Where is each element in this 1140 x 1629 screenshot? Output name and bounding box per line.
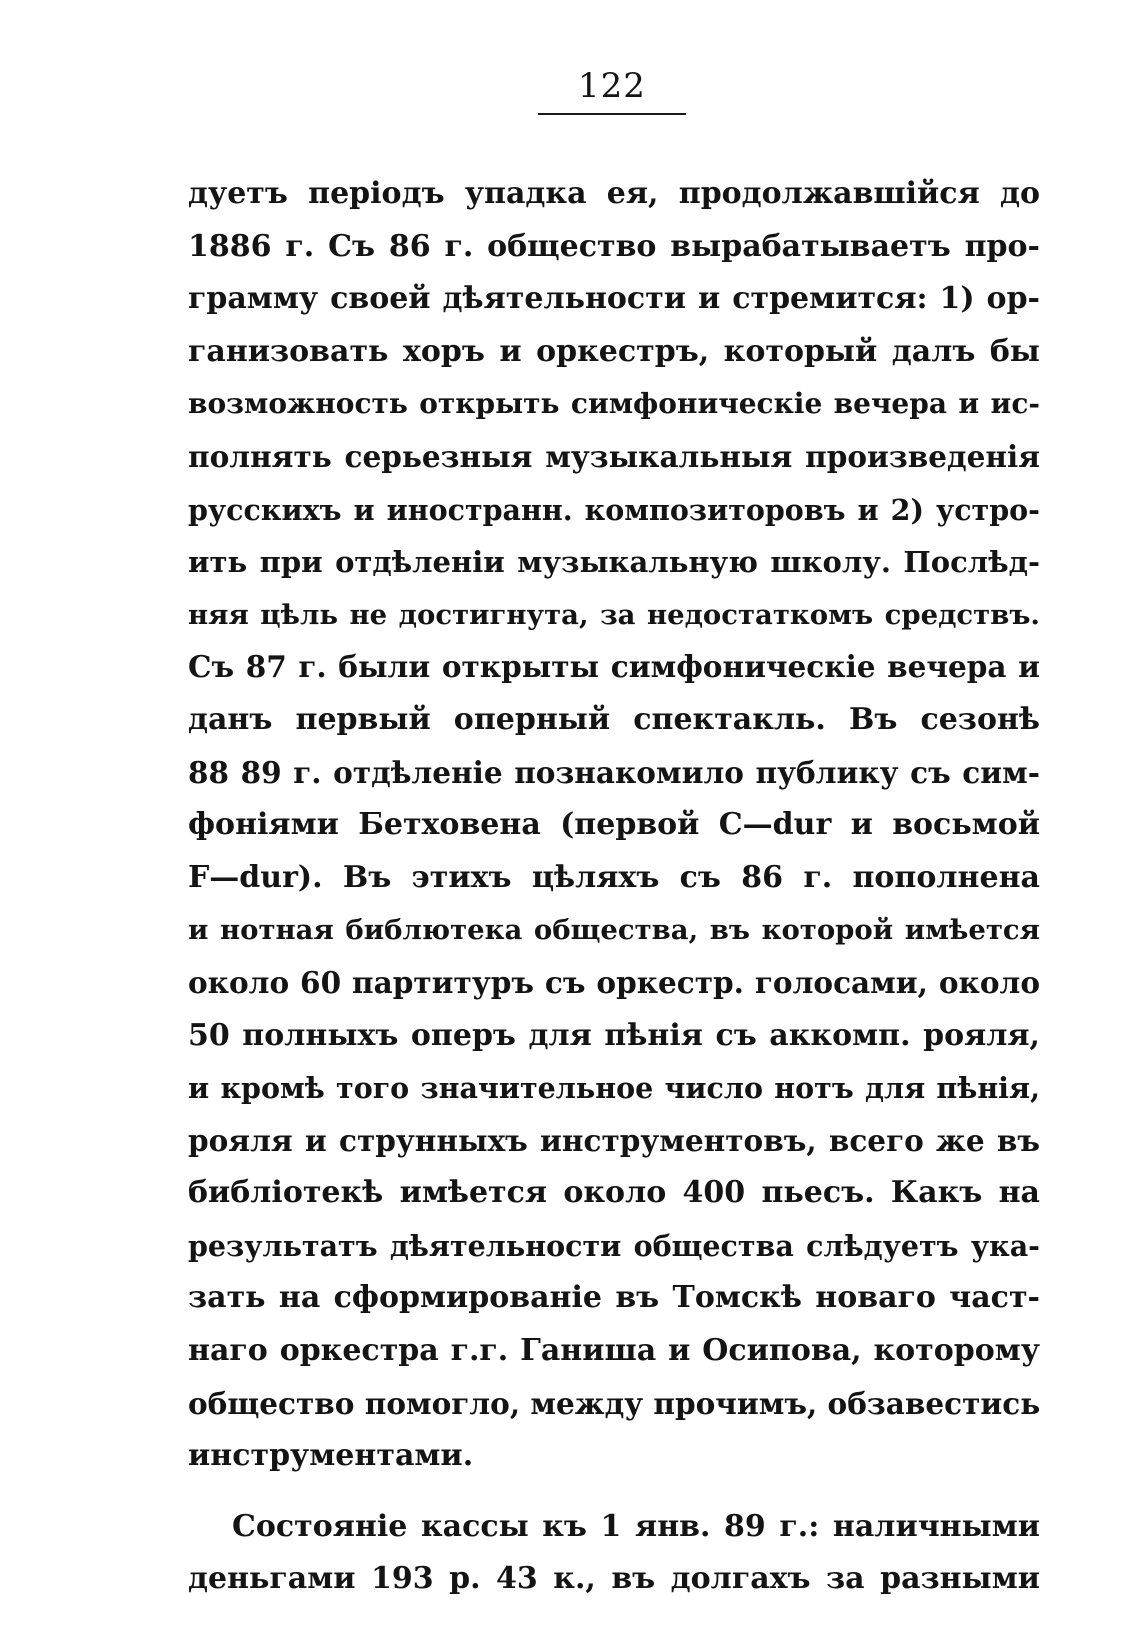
text-line: данъ первый оперный спектакль. Въ сезонѣ [188,701,1040,737]
text-line: инструментами. [188,1438,474,1474]
text-line: ганизовать хоръ и оркестръ, который далъ бы [188,333,1040,369]
text-line: няя цѣль не достигнута, за недостаткомъ средствъ. [188,598,1040,631]
text-line: F—dur). Въ этихъ цѣляхъ съ 86 г. пополнена [188,859,1040,895]
text-line: русскихъ и иностранн. композиторовъ и 2) устро- [188,492,1040,527]
text-line: деньгами 193 р. 43 к., въ долгахъ за разными [188,1561,1040,1597]
text-line: Съ 87 г. были открыты симфоническіе вечера и [188,649,1040,685]
paragraph [188,168,1040,1483]
text-line: наго оркестра г.г. Ганиша и Осипова, которому [188,1333,1040,1369]
text-line: общество помогло, между прочимъ, обзавестись [188,1385,1041,1421]
text-line: полнять серьезныя музыкальныя произведенія [188,438,1040,474]
text-line: ить при отдѣленіи музыкальную школу. Послѣд- [188,545,1040,580]
text-line: 50 полныхъ оперъ для пѣнія съ аккомп. рояля, [188,1017,1040,1053]
text-line: грамму своей дѣятельности и стремится: 1) ор- [188,281,1040,317]
paragraph [188,1501,1040,1606]
header-rule [538,113,686,115]
text-line: и нотная библютека общества, въ которой имѣется [188,914,1040,947]
text-line: результатъ дѣятельности общества слѣдуетъ ука- [188,1228,1040,1263]
body-text [188,168,1040,1606]
text-line: Состояніе кассы къ 1 янв. 89 г.: наличными [232,1508,1040,1544]
text-line: дуетъ періодъ упадка ея, продолжавшійся до [188,176,1040,211]
text-line: возможность открыть симфоническіе вечера и ис- [188,387,1040,421]
text-line: фоніями Бетховена (первой C—dur и восьмой [188,807,1040,843]
text-line: 1886 г. Съ 86 г. общество вырабатываетъ про- [188,228,1040,264]
text-line: и кромѣ того значительное число нотъ для пѣнія, [188,1071,1040,1106]
text-line: рояля и струнныхъ инструментовъ, всего же въ [188,1122,1040,1158]
text-line: 88 89 г. отдѣленіе познакомило публику съ сим- [188,754,1040,790]
text-line: около 60 партитуръ съ оркестр. голосами, около [188,964,1040,1000]
text-line: библіотекѣ имѣется около 400 пьесъ. Какъ на [188,1175,1040,1211]
paragraph-gap [188,1483,1040,1501]
page-number: 122 [578,66,646,106]
text-line: зать на сформированіе въ Томскѣ новаго част- [188,1280,1040,1316]
